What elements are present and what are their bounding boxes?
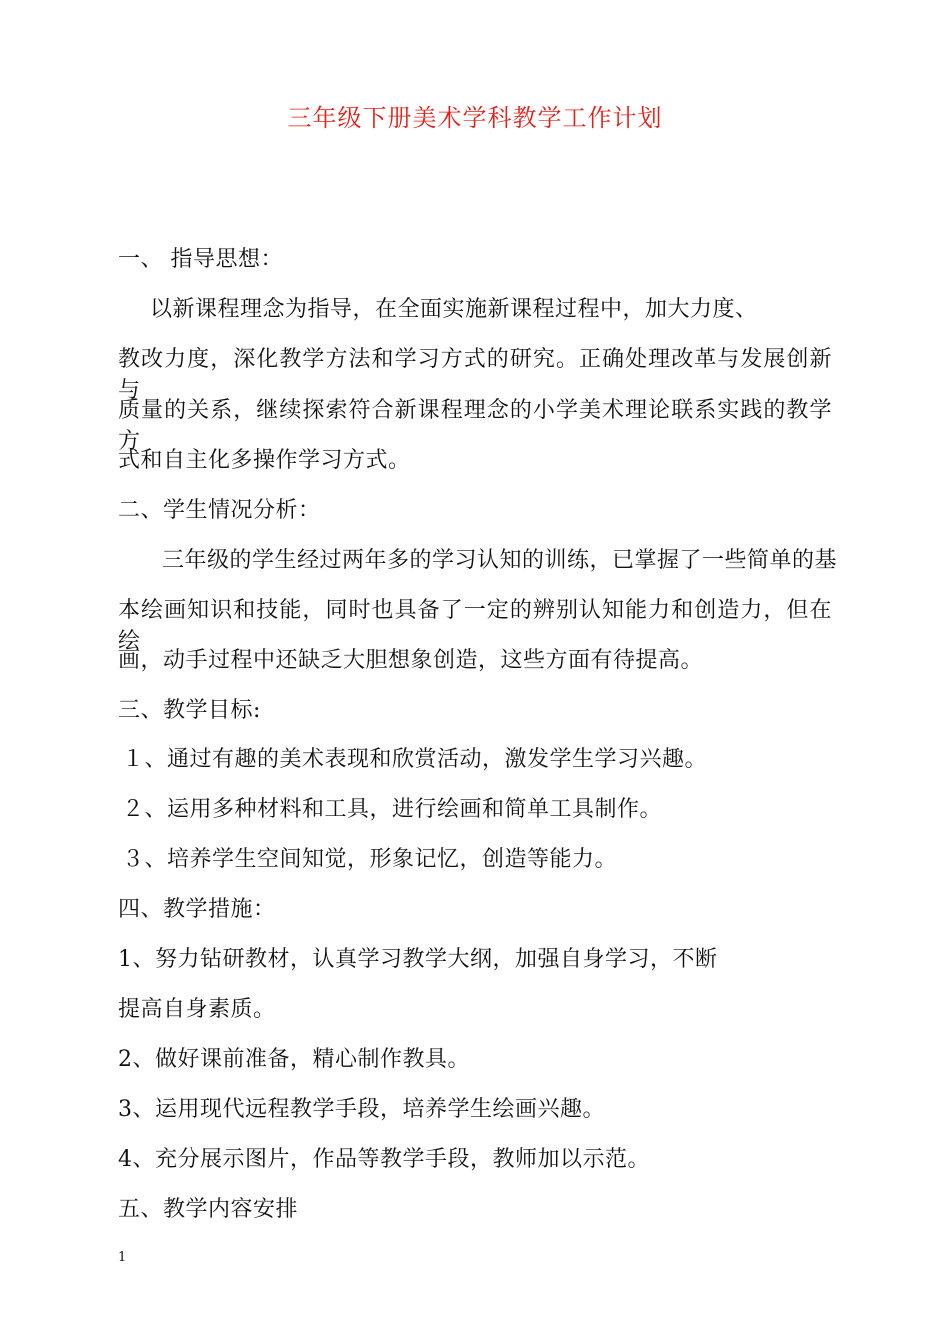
section-heading: 二、学生情况分析： — [118, 498, 321, 523]
list-item: 4、充分展示图片，作品等教学手段，教师加以示范。 — [118, 1147, 650, 1172]
section-heading: 一、 指导思想： — [118, 247, 283, 272]
paragraph-line: 三年级的学生经过两年多的学习认知的训练，已掌握了一些简单的基 — [162, 548, 838, 573]
paragraph-line: 本绘画知识和技能，同时也具备了一定的辨别认知能力和创造力，但在绘 — [118, 598, 832, 654]
list-item: １、通过有趣的美术表现和欣赏活动，激发学生学习兴趣。 — [122, 747, 708, 772]
list-item: ２、运用多种材料和工具，进行绘画和简单工具制作。 — [122, 797, 663, 822]
section-heading: 四、教学措施： — [118, 897, 276, 922]
list-item: 提高自身素质。 — [118, 997, 276, 1022]
section-heading: 三、教学目标: — [118, 698, 261, 723]
paragraph-line: 以新课程理念为指导，在全面实施新课程过程中，加大力度、 — [150, 297, 758, 322]
list-item: 2、做好课前准备，精心制作教具。 — [118, 1047, 470, 1072]
paragraph-line: 教改力度，深化教学方法和学习方式的研究。正确处理改革与发展创新与 — [118, 347, 832, 403]
list-item: 3、运用现代远程教学手段，培养学生绘画兴趣。 — [118, 1097, 605, 1122]
paragraph-line: 画，动手过程中还缺乏大胆想象创造，这些方面有待提高。 — [118, 648, 704, 673]
paragraph-line: 质量的关系，继续探索符合新课程理念的小学美术理论联系实践的教学方 — [118, 398, 832, 454]
list-item: 1、努力钻研教材，认真学习教学大纲，加强自身学习，不断 — [118, 947, 718, 972]
document-title: 三年级下册美术学科教学工作计划 — [287, 104, 663, 132]
section-heading: 五、教学内容安排 — [118, 1197, 299, 1222]
paragraph-line: 式和自主化多操作学习方式。 — [118, 448, 411, 473]
list-item: ３、培养学生空间知觉，形象记忆，创造等能力。 — [122, 847, 618, 872]
page-number: 1 — [118, 1250, 127, 1265]
